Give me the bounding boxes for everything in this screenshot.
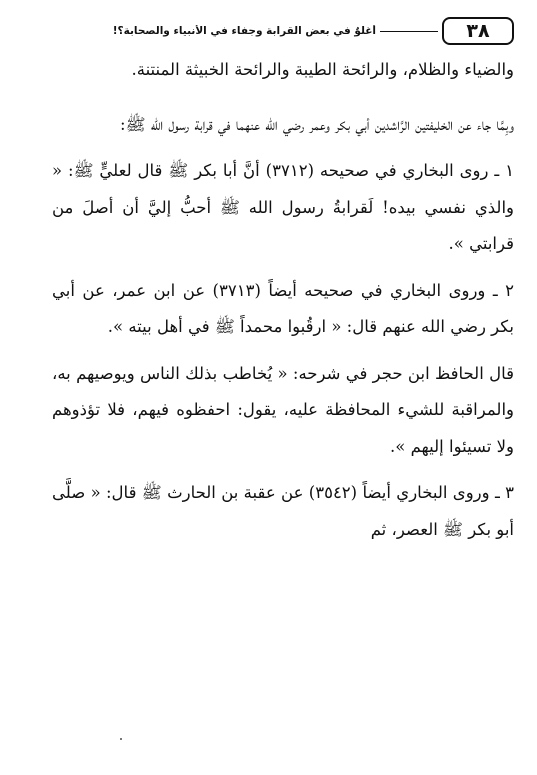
paragraph-item-1: ١ ـ روى البخاري في صحيحه (٣٧١٢) أنَّ أبا بكر ﷺ قال لعليٍّ ﷺ: « والذي نفسي بيده! لَقرابةُ رسول الله ﷺ أحبُّ إليَّ أن أصلَ من قرابتي ».	[52, 161, 514, 253]
running-header	[52, 14, 514, 48]
paragraph-continuation: والضياء والظلام، والرائحة الطيبة والرائحة الخبيثة المنتنة.	[131, 60, 514, 79]
paragraph-gap	[52, 89, 514, 107]
paragraph-item-2: ٢ ـ وروى البخاري في صحيحه أيضاً (٣٧١٣) عن ابن عمر، عن أبي بكر رضي الله عنهم قال: « ارقُبوا محمداً ﷺ في أهل بيته ».	[52, 280, 514, 336]
paragraph-gap	[52, 143, 514, 153]
page-number-badge: ٣٨	[442, 17, 514, 45]
paragraph-intro: وبِمَّا جاء عن الخليفتين الرَّاشدين أبي بكر وعمر رضي الله عنهما في قرابة رسول الله ﷺ:	[120, 114, 514, 134]
paragraph-item-3: ٣ ـ وروى البخاري أيضاً (٣٥٤٢) عن عقبة بن الحارث ﷺ قال: « صلَّى أبو بكر ﷺ العصر، ثم	[52, 483, 514, 539]
running-title: أغلوٌ في بعض القرابة وجفاء في الأنبياء والصحابة؟!	[112, 25, 376, 37]
page-body	[52, 52, 514, 548]
paragraph-gap	[52, 346, 514, 356]
paragraph-gap	[52, 263, 514, 273]
paragraph-gap	[52, 465, 514, 475]
scan-speck	[120, 738, 122, 740]
paragraph-commentary: قال الحافظ ابن حجر في شرحه: « يُخاطب بذلك الناس ويوصيهم به، والمراقبة للشيء المحافظة عليه، يقول: احفظوه فيهم، فلا تؤذوهم ولا تسيئوا إليهم ».	[52, 363, 514, 456]
header-rule	[380, 31, 438, 32]
